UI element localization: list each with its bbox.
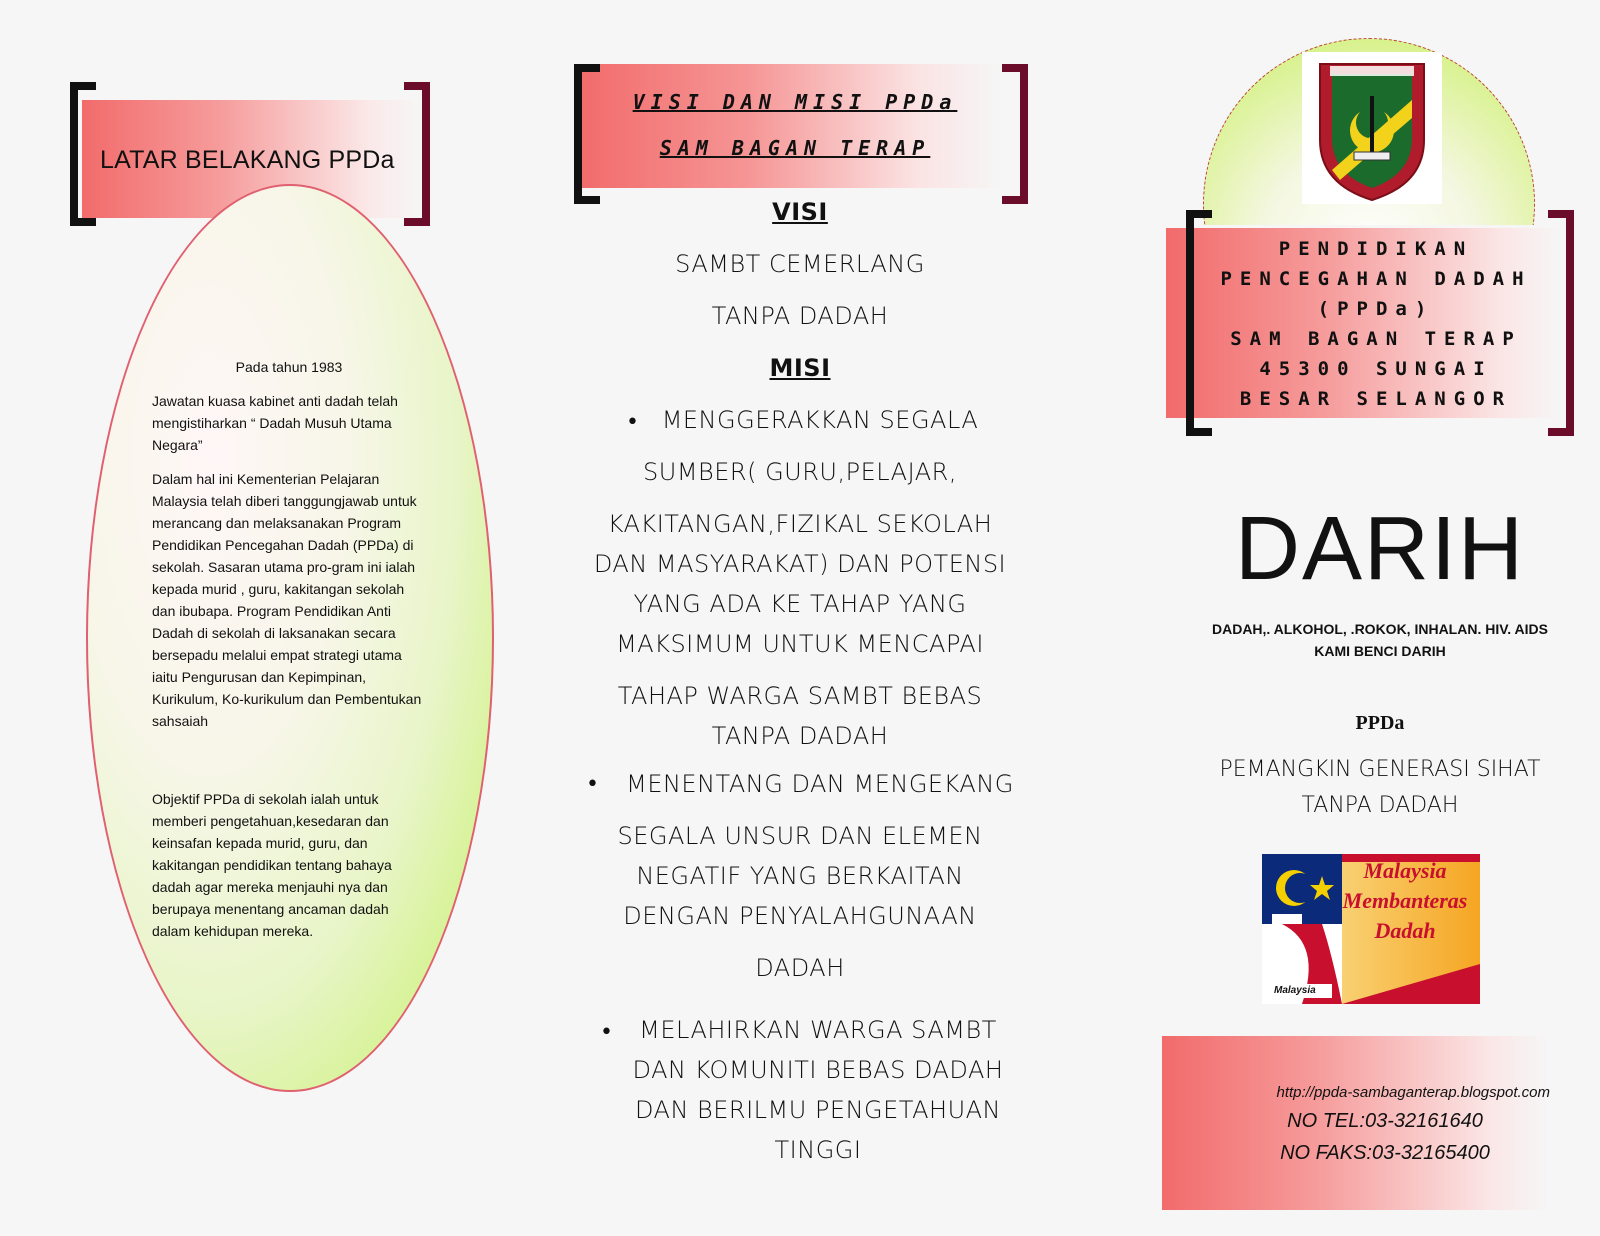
visi-line-2: TANPA DADAH — [711, 302, 889, 330]
misi3-line-3: DAN BERILMU PENGETAHUAN — [634, 1096, 1001, 1124]
school-crest — [1302, 52, 1442, 204]
left-paragraph-objective: Objektif PPDa di sekolah ialah untuk memberi pengetahuan,kesedaran dan keinsafan kepada murid, guru, dan kakitangan pendidikan tentang bahaya dadah agar mereka menjauhi nya dan berupaya menentang ancaman dadah dalam kehidupan mereka. — [152, 791, 392, 939]
left-bracket-close — [404, 82, 430, 226]
right-title-line1: PENDIDIKAN — [1278, 238, 1474, 260]
misi-bullet-1: • — [626, 410, 639, 435]
flag-text-2: Membanteras — [1342, 888, 1468, 913]
left-panel-title: LATAR BELAKANG PPDa — [100, 146, 395, 174]
middle-title-bar — [578, 64, 1002, 188]
left-paragraph-declaration: Jawatan kuasa kabinet anti dadah telah mengistiharkan “ Dadah Musuh Utama Negara” — [152, 393, 398, 453]
right-title-line3: (PPDa) — [1317, 298, 1435, 320]
contact-url[interactable]: http://ppda-sambaganterap.blogspot.com — [1276, 1084, 1550, 1101]
misi1-line-3: KAKITANGAN,FIZIKAL SEKOLAH — [607, 510, 993, 538]
flag-small-text: Malaysia — [1274, 985, 1316, 996]
middle-title-line2: SAM BAGAN TERAP — [659, 136, 931, 160]
right-title-line6: BESAR SELANGOR — [1239, 388, 1513, 410]
misi2-line-2: SEGALA UNSUR DAN ELEMEN — [617, 822, 983, 850]
misi1-line-8: TANPA DADAH — [711, 722, 889, 750]
misi-bullet-2: • — [586, 772, 599, 797]
misi1-line-4: DAN MASYARAKAT) DAN POTENSI — [593, 550, 1007, 578]
left-body-text — [152, 356, 426, 744]
darih-subtitle-2: KAMI BENCI DARIH — [1314, 643, 1446, 659]
slogan-line-1: PEMANGKIN GENERASI SIHAT — [1219, 757, 1541, 782]
slogan-line-2: TANPA DADAH — [1301, 793, 1459, 818]
misi2-line-4: DENGAN PENYALAHGUNAAN — [623, 902, 977, 930]
right-title-line5: 45300 SUNGAI — [1259, 358, 1493, 380]
darih-heading: DARIH — [1234, 499, 1526, 599]
misi1-line-1: MENGGERAKKAN SEGALA — [661, 406, 979, 434]
middle-bracket-open — [574, 64, 600, 204]
middle-bracket-close — [1002, 64, 1028, 204]
middle-title-line1: VISI DAN MISI PPDa — [632, 90, 958, 114]
contact-tel: NO TEL:03-32161640 — [1287, 1110, 1483, 1132]
misi2-line-5: DADAH — [755, 954, 845, 982]
misi1-line-7: TAHAP WARGA SAMBT BEBAS — [617, 682, 983, 710]
darih-subtitle-1: DADAH,. ALKOHOL, .ROKOK, INHALAN. HIV. AIDS — [1211, 621, 1548, 637]
left-paragraph-year: Pada tahun 1983 — [235, 359, 343, 375]
contact-fax: NO FAKS:03-32165400 — [1280, 1142, 1490, 1164]
school-crest-icon — [1302, 52, 1442, 204]
visi-heading: VISI — [772, 198, 828, 226]
right-title-line4: SAM BAGAN TERAP — [1230, 328, 1522, 350]
ppda-label: PPDa — [1355, 712, 1405, 734]
misi3-line-1: MELAHIRKAN WARGA SAMBT — [639, 1016, 997, 1044]
flag-text-1: Malaysia — [1363, 858, 1447, 883]
misi1-line-6: MAKSIMUM UNTUK MENCAPAI — [616, 630, 984, 658]
left-objective-text — [152, 788, 426, 954]
misi-bullet-3: • — [600, 1020, 613, 1045]
misi3-line-4: TINGGI — [774, 1136, 862, 1164]
right-title-line2: PENCEGAHAN DADAH — [1220, 268, 1532, 290]
left-bracket-open — [70, 82, 96, 226]
misi2-line-3: NEGATIF YANG BERKAITAN — [636, 862, 964, 890]
visi-line-1: SAMBT CEMERLANG — [675, 250, 925, 278]
misi2-line-1: MENENTANG DAN MENGEKANG — [626, 770, 1014, 798]
misi-heading: MISI — [769, 354, 831, 382]
flag-text-3: Dadah — [1374, 918, 1436, 943]
right-bracket-close — [1548, 210, 1574, 436]
misi1-line-2: SUMBER( GURU,PELAJAR, — [643, 458, 957, 486]
misi1-line-5: YANG ADA KE TAHAP YANG — [633, 590, 967, 618]
left-paragraph-ministry: Dalam hal ini Kementerian Pelajaran Malaysia telah diberi tanggungjawab untuk merancang dan melaksanakan Program Pendidikan Pencegahan Dadah (PPDa) di sekolah. Sasaran utama pro-gram ini ialah kepada murid , guru, kakitangan sekolah dan ibubapa. Program Pendidikan Anti Dadah di sekolah di laksanakan secara bersepadu melalui empat strategi utama iaitu Pengurusan dan Kepimpinan, Kurikulum, Ko-kurikulum dan Pembentukan sahsaiah — [152, 471, 422, 729]
misi3-line-2: DAN KOMUNITI BEBAS DADAH — [632, 1056, 1004, 1084]
